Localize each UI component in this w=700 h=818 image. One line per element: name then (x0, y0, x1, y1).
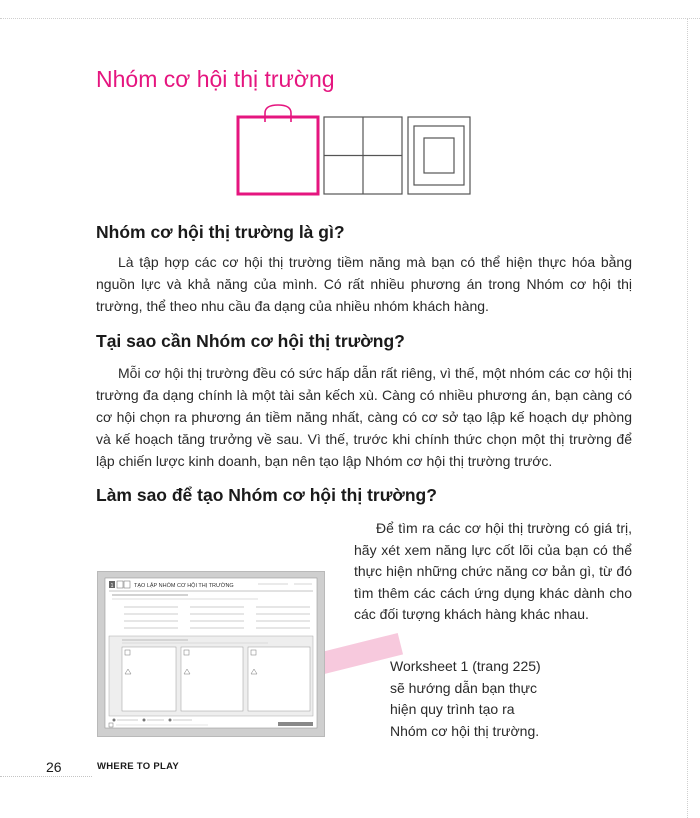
section-body-how: Để tìm ra các cơ hội thị trường có giá trị, hãy xét xem năng lực cốt lõi của bạn có thể thực hiện những chức năng cơ bản gì, từ đó tìm thêm các cách ứng dụng khác dành cho các đối tượng khách hàng khác nhau. (354, 520, 632, 622)
page-top-border (0, 0, 700, 19)
worksheet-number: 1 (110, 583, 114, 589)
section-body-what: Là tập hợp các cơ hội thị trường tiềm năng mà bạn có thể hiện thực hóa bằng nguồn lực và khả năng của mình. Có rất nhiều phương án trong Nhóm cơ hội thị trường, thể theo nhu cầu đa dạng của nhiều nhóm khách hàng. (96, 254, 632, 314)
icon-row (236, 104, 472, 196)
section-heading-why: Tại sao cần Nhóm cơ hội thị trường? (96, 331, 405, 351)
nested-squares-icon (408, 117, 470, 194)
worksheet-title: TẠO LẬP NHÓM CƠ HỘI THỊ TRƯỜNG (134, 583, 234, 589)
footer-divider (0, 776, 92, 777)
worksheet-thumbnail (97, 571, 325, 737)
worksheet-note: Worksheet 1 (trang 225) sẽ hướng dẫn bạn thực hiện quy trình tạo ra Nhóm cơ hội thị trường. (390, 658, 541, 739)
page-title: Nhóm cơ hội thị trường (96, 66, 335, 92)
section-body-why: Mỗi cơ hội thị trường đều có sức hấp dẫn rất riêng, vì thế, một nhóm các cơ hội thị trường đa dạng chính là một tài sản kếch xù. Càng có nhiều phương án, bạn càng có cơ hội chọn ra phương án tiềm năng nhất, càng có cơ sở tạo lập kế hoạch dự phòng và kế hoạch tăng trưởng về sau. Vì thế, trước khi chính thức chọn một thị trường để lập chiến lược kinh doanh, bạn nên tạo lập Nhóm cơ hội thị trường trước. (96, 365, 632, 469)
running-footer: WHERE TO PLAY (97, 761, 180, 772)
shopping-bag-icon (238, 105, 318, 194)
page-right-border (687, 18, 700, 818)
section-heading-what: Nhóm cơ hội thị trường là gì? (96, 222, 345, 242)
page-number: 26 (46, 759, 62, 775)
four-quadrant-grid-icon (324, 117, 402, 194)
worksheet-drawing (98, 572, 324, 736)
section-heading-how: Làm sao để tạo Nhóm cơ hội thị trường? (96, 485, 437, 505)
